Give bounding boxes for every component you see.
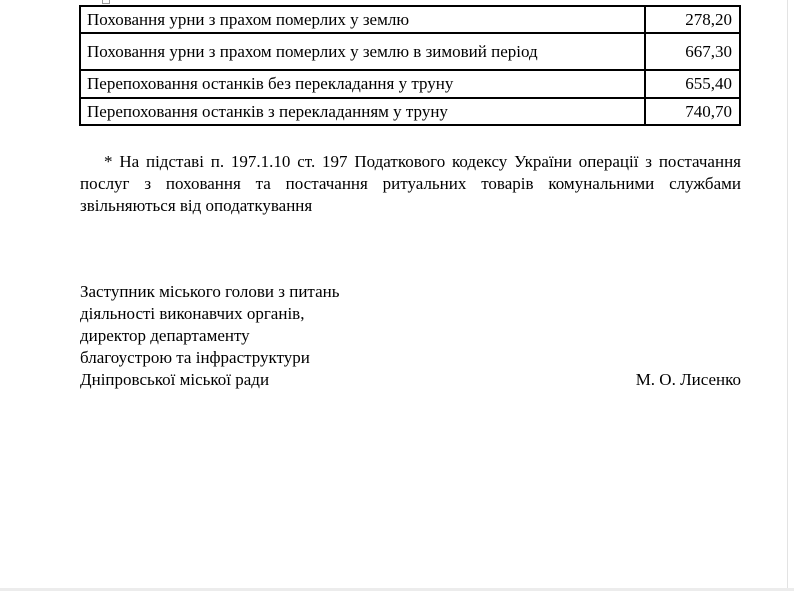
services-price-table (79, 5, 741, 126)
service-price-cell: 667,30 (645, 33, 740, 70)
table-row (80, 98, 740, 125)
signatory-name: М. О. Лисенко (635, 370, 741, 389)
table-row (80, 33, 740, 70)
service-name-cell: Поховання урни з прахом померлих у землю (80, 6, 645, 33)
tax-exemption-footnote: * На підставі п. 197.1.10 ст. 197 Податкового кодексу України операції з постачання послуг з поховання та постачання ритуальних товарів комунальними службами звільняються від оподаткування (80, 152, 741, 215)
service-price-cell: 740,70 (645, 98, 740, 125)
signatory-title-line: директор департаменту (80, 326, 250, 345)
signatory-title-line: благоустрою та інфраструктури (80, 348, 310, 367)
service-price-cell: 655,40 (645, 70, 740, 98)
service-name-cell: Перепоховання останків з перекладанням у труну (80, 98, 645, 125)
service-name-cell: Перепоховання останків без перекладання у труну (80, 70, 645, 98)
service-name-cell: Поховання урни з прахом померлих у землю в зимовий період (80, 33, 645, 70)
table-move-handle[interactable] (102, 0, 110, 4)
signatory-title-line: Заступник міського голови з питань (80, 282, 340, 301)
signatory-title-line: діяльності виконавчих органів, (80, 304, 305, 323)
table-row (80, 6, 740, 33)
signatory-title-line: Дніпровської міської ради (80, 370, 270, 389)
signatory-final-line (80, 369, 741, 391)
service-price-cell: 278,20 (645, 6, 740, 33)
vertical-scrollbar-edge[interactable] (787, 0, 794, 591)
signature-block (80, 281, 741, 391)
table-row (80, 70, 740, 98)
